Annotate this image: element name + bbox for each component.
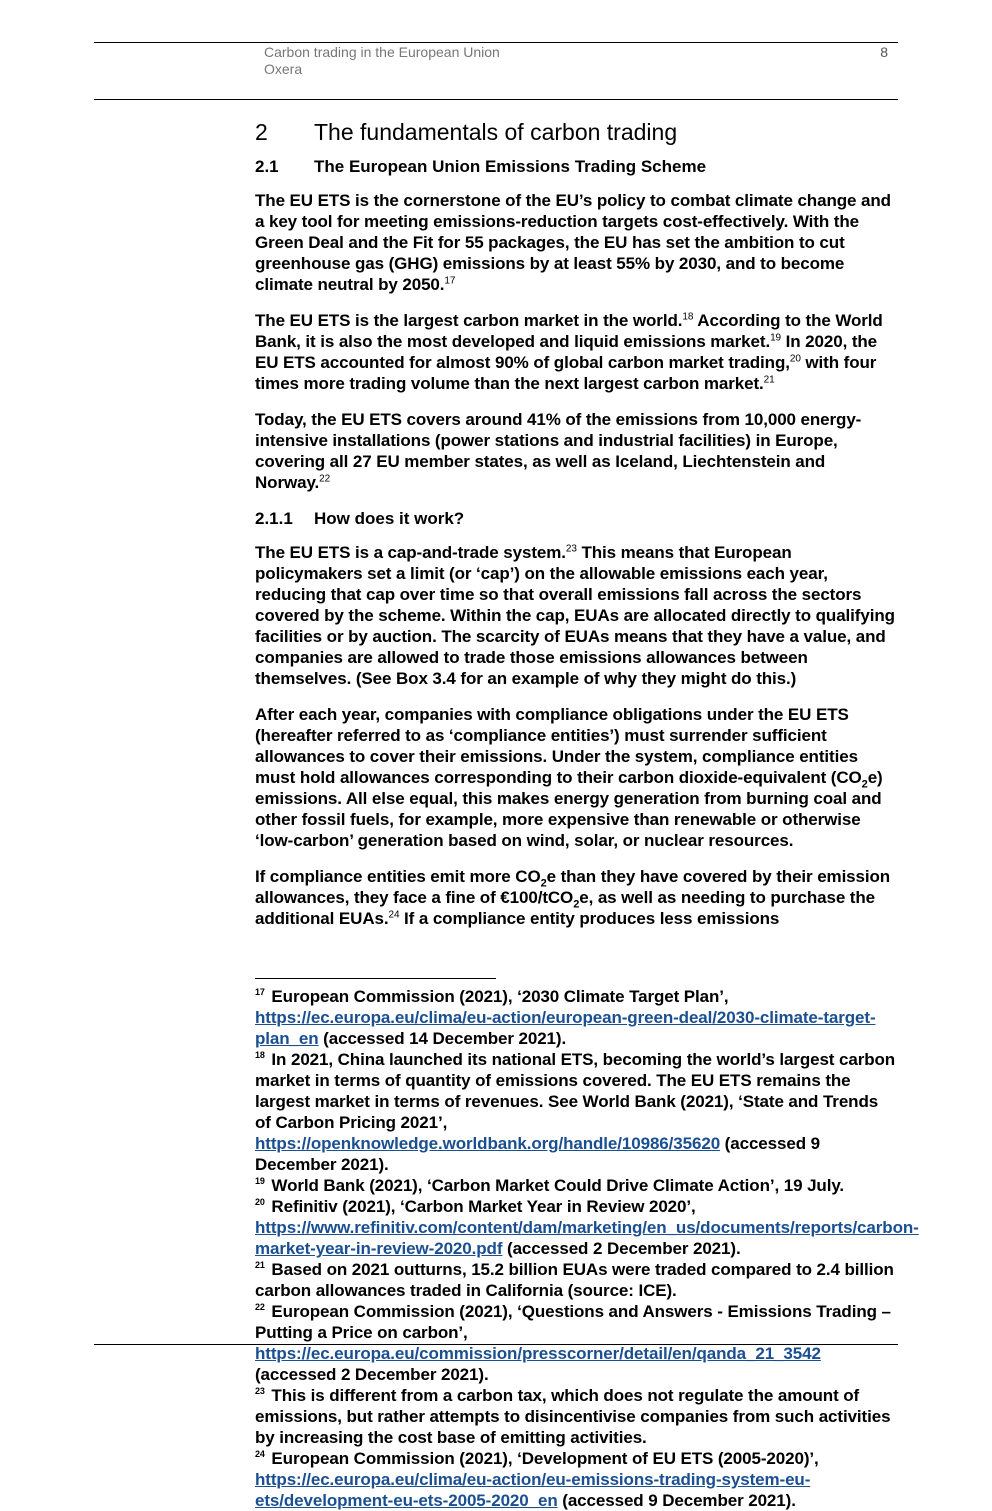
paragraph-2-text-b: According to the World Bank, it is also the most developed and liquid emissions market. (255, 311, 883, 351)
footnote-19 (255, 1175, 898, 1196)
footnote-text: World Bank (2021), ‘Carbon Market Could Drive Climate Action’, 19 July. (266, 1176, 845, 1195)
paragraph-6-text-c: e, as well as needing to purchase the additional EUAs. (255, 888, 876, 928)
footnote-text: European Commission (2021), ‘Development of EU ETS (2005-2020)’, (266, 1449, 819, 1468)
subscript-2: 2 (540, 877, 547, 890)
subscript-2: 2 (861, 778, 868, 791)
header-rule (94, 99, 898, 100)
running-header (264, 44, 500, 78)
footnote-ref-23[interactable]: 23 (565, 543, 577, 555)
footnote-17 (255, 986, 898, 1049)
section-number: 2 (255, 119, 268, 145)
paragraph-1 (255, 190, 898, 295)
footnote-number: 18 (255, 1050, 265, 1061)
paragraph-5-text-b: e) emissions. All else equal, this makes energy generation from burning coal and other fossil fuels, for example, more expensive than renewable or otherwise ‘low-carbon’ generation based on wind, solar, or nuclear resources. (255, 768, 883, 850)
footnote-ref-24[interactable]: 24 (388, 909, 400, 921)
subscript-2: 2 (573, 898, 580, 911)
paragraph-6 (255, 866, 898, 929)
paragraph-5 (255, 704, 898, 851)
footnote-link[interactable]: https://ec.europa.eu/clima/eu-action/european-green-deal/2030-climate-target-plan_en (255, 1008, 876, 1048)
footnotes (255, 986, 919, 1511)
footnote-number: 17 (255, 987, 265, 998)
footnote-text: European Commission (2021), ‘Questions and Answers - Emissions Trading – Putting a Price on carbon’, (255, 1302, 891, 1342)
main-content (255, 116, 898, 944)
paragraph-3-text: Today, the EU ETS covers around 41% of the emissions from 10,000 energy-intensive installations (power stations and industrial facilities) in Europe, covering all 27 EU member states, as well as Iceland, Liechtenstein and Norway. (255, 410, 862, 492)
footnote-link[interactable]: https://www.refinitiv.com/content/dam/marketing/en_us/documents/reports/carbon-market-year-in-review-2020.pdf (255, 1218, 919, 1258)
paragraph-3 (255, 409, 898, 493)
paragraph-6-text-d: If a compliance entity produces less emissions (399, 909, 780, 928)
footnote-text: European Commission (2021), ‘2030 Climate Target Plan’, (266, 987, 729, 1006)
subsubsection-heading (255, 508, 898, 530)
footnote-ref-21[interactable]: 21 (763, 374, 775, 386)
footnote-after: (accessed 9 December 2021). (557, 1491, 796, 1510)
footnote-23 (255, 1385, 898, 1448)
footnote-after: (accessed 2 December 2021). (502, 1239, 741, 1258)
footnote-number: 20 (255, 1197, 265, 1208)
footnote-ref-20[interactable]: 20 (789, 353, 801, 365)
top-rule (94, 42, 898, 43)
paragraph-6-text-b: e than they have covered by their emission allowances, they face a fine of €100/tCO (255, 867, 891, 907)
footnote-21 (255, 1259, 898, 1301)
footnote-after: (accessed 2 December 2021). (255, 1365, 489, 1384)
footnote-number: 24 (255, 1449, 265, 1460)
page-number: 8 (880, 44, 888, 60)
footnote-link[interactable]: https://ec.europa.eu/clima/eu-action/eu-emissions-trading-system-eu-ets/development-eu-ets-2005-2020_en (255, 1470, 811, 1510)
section-heading (255, 116, 898, 148)
footnote-number: 21 (255, 1260, 265, 1271)
paragraph-2-text-a: The EU ETS is the largest carbon market in the world. (255, 311, 683, 330)
footnote-18 (255, 1049, 898, 1175)
subsection-title: The European Union Emissions Trading Scheme (314, 157, 707, 176)
paragraph-5-text-a: After each year, companies with compliance obligations under the EU ETS (hereafter referred to as ‘compliance entities’) must surrender sufficient allowances to cover their emissions. Under the system, compliance entities must hold allowances corresponding to their carbon dioxide-equivalent (CO (255, 705, 862, 787)
paragraph-4 (255, 542, 898, 689)
footnote-20 (255, 1196, 919, 1259)
paragraph-4-text-b: This means that European policymakers set a limit (or ‘cap’) on the allowable emissions each year, reducing that cap over time so that overall emissions fall across the sectors covered by the scheme. Within the cap, EUAs are allocated directly to qualifying facilities or by auction. The scarcity of EUAs means that they have a value, and companies are allowed to trade those emissions allowances between themselves. (See Box 3.4 for an example of why they might do this.) (255, 543, 895, 688)
bottom-rule (94, 1344, 898, 1345)
footnote-ref-17[interactable]: 17 (444, 275, 456, 287)
section-title: The fundamentals of carbon trading (314, 119, 678, 145)
subsubsection-title: How does it work? (314, 509, 465, 528)
footnote-text: In 2021, China launched its national ETS, becoming the world’s largest carbon market in terms of quantity of emissions covered. The EU ETS remains the largest market in terms of revenues. See World Bank (2021), ‘State and Trends of Carbon Pricing 2021’, (255, 1050, 896, 1132)
paragraph-4-text-a: The EU ETS is a cap-and-trade system. (255, 543, 566, 562)
paragraph-6-text-a: If compliance entities emit more CO (255, 867, 541, 886)
footnote-ref-18[interactable]: 18 (682, 311, 694, 323)
footnote-ref-22[interactable]: 22 (319, 473, 331, 485)
footnote-separator (255, 978, 496, 979)
paragraph-2 (255, 310, 898, 394)
footnote-text: Based on 2021 outturns, 15.2 billion EUAs were traded compared to 2.4 billion carbon allowances traded in California (source: ICE). (255, 1260, 894, 1300)
footnote-link[interactable]: https://ec.europa.eu/commission/presscorner/detail/en/qanda_21_3542 (255, 1344, 821, 1363)
subsection-heading (255, 156, 898, 178)
footnote-number: 22 (255, 1302, 265, 1313)
footnote-24 (255, 1448, 898, 1511)
footnote-after: (accessed 14 December 2021). (318, 1029, 567, 1048)
footnote-number: 19 (255, 1176, 265, 1187)
footnote-ref-19[interactable]: 19 (770, 332, 782, 344)
paragraph-2-text-d: with four times more trading volume than the next largest carbon market. (255, 353, 877, 393)
subsection-number: 2.1 (255, 157, 279, 176)
footnote-22 (255, 1301, 898, 1385)
subsubsection-number: 2.1.1 (255, 509, 293, 528)
paragraph-1-text: The EU ETS is the cornerstone of the EU’s policy to combat climate change and a key tool for meeting emissions-reduction targets cost-effectively. With the Green Deal and the Fit for 55 packages, the EU has set the ambition to cut greenhouse gas (GHG) emissions by at least 55% by 2030, and to become climate neutral by 2050. (255, 191, 891, 294)
document-title: Carbon trading in the European Union (264, 44, 500, 60)
footnote-after: (accessed 9 December 2021). (255, 1134, 820, 1174)
paragraph-2-text-c: In 2020, the EU ETS accounted for almost 90% of global carbon market trading, (255, 332, 878, 372)
company-name: Oxera (264, 61, 303, 77)
footnote-text: This is different from a carbon tax, which does not regulate the amount of emissions, but rather attempts to disincentivise companies from such activities by increasing the cost base of emitting activities. (255, 1386, 891, 1447)
footnote-text: Refinitiv (2021), ‘Carbon Market Year in Review 2020’, (266, 1197, 696, 1216)
footnote-number: 23 (255, 1386, 265, 1397)
footnote-link[interactable]: https://openknowledge.worldbank.org/handle/10986/35620 (255, 1134, 721, 1153)
